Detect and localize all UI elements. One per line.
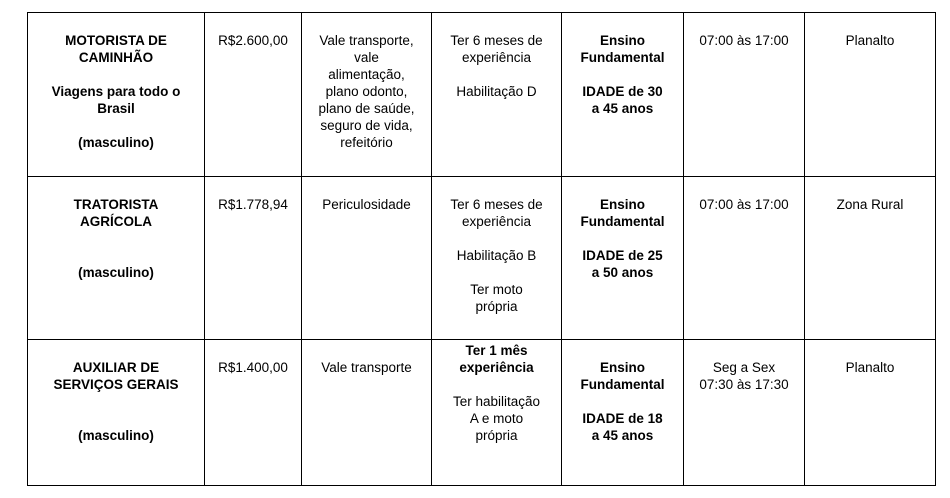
location-cell — [805, 340, 936, 486]
requirement-line: experiência — [461, 214, 532, 229]
job-title-line: MOTORISTA DE — [65, 33, 167, 48]
schedule-line: 07:30 às 17:30 — [699, 377, 789, 392]
education-line: Fundamental — [580, 50, 665, 65]
spacer — [566, 66, 679, 83]
education-cell — [562, 340, 684, 486]
job-title-cell — [28, 13, 205, 177]
benefit-line: Periculosidade — [322, 197, 411, 212]
requirement-line: própria — [475, 299, 518, 314]
education-cell — [562, 177, 684, 340]
benefits-cell — [302, 177, 432, 340]
job-gender: (masculino) — [78, 135, 154, 150]
benefit-line: Vale transporte — [321, 360, 412, 375]
benefit-line: seguro de vida, — [320, 118, 413, 133]
job-gender: (masculino) — [78, 265, 154, 280]
education-line: Ensino — [599, 360, 645, 375]
requirements-cell — [432, 340, 562, 486]
location-value: Planalto — [845, 33, 895, 48]
benefit-line: plano odonto, — [325, 84, 408, 99]
requirement-line: Habilitação D — [456, 84, 537, 99]
spacer — [32, 230, 200, 247]
job-title-line: CAMINHÃO — [78, 50, 154, 65]
salary-cell — [205, 340, 302, 486]
job-title-line: TRATORISTA — [73, 197, 159, 212]
age-range-line: a 45 anos — [591, 428, 654, 443]
job-title-line: AGRÍCOLA — [80, 214, 152, 229]
requirement-line: Ter 1 mês — [465, 343, 528, 358]
table-row — [28, 340, 936, 486]
requirement-line: própria — [475, 428, 518, 443]
location-value: Planalto — [845, 360, 895, 375]
education-line: Fundamental — [580, 214, 665, 229]
spacer — [32, 66, 200, 83]
education-line: Ensino — [599, 197, 645, 212]
requirement-line: Ter habilitação — [452, 394, 541, 409]
salary-cell — [205, 13, 302, 177]
requirement-line: Ter 6 meses de — [450, 197, 543, 212]
job-gender: (masculino) — [78, 428, 154, 443]
job-title-cell — [28, 340, 205, 486]
salary-cell — [205, 177, 302, 340]
requirement-line: Habilitação B — [456, 248, 537, 263]
benefit-line: refeitório — [340, 135, 393, 150]
schedule-line: 07:00 às 17:00 — [699, 33, 789, 48]
spacer — [566, 393, 679, 410]
age-range-line: a 50 anos — [591, 265, 654, 280]
spacer — [436, 376, 557, 393]
benefit-line: plano de saúde, — [318, 101, 415, 116]
spacer — [566, 230, 679, 247]
benefits-cell — [302, 13, 432, 177]
location-cell — [805, 13, 936, 177]
job-title-cell — [28, 177, 205, 340]
age-range-line: IDADE de 30 — [582, 84, 663, 99]
requirement-line: Ter moto — [470, 282, 523, 297]
table-row — [28, 13, 936, 177]
spacer — [32, 247, 200, 264]
benefits-cell — [302, 340, 432, 486]
benefit-line: alimentação, — [328, 67, 405, 82]
requirement-line: Ter 6 meses de — [450, 33, 543, 48]
requirement-line: experiência — [459, 360, 534, 375]
spacer — [436, 230, 557, 247]
job-note-line: Brasil — [97, 101, 135, 116]
age-range-line: IDADE de 25 — [582, 248, 663, 263]
job-title-line: AUXILIAR DE — [72, 360, 160, 375]
spacer — [32, 393, 200, 410]
schedule-line: 07:00 às 17:00 — [699, 197, 789, 212]
benefit-line: vale — [354, 50, 379, 65]
schedule-line: Seg a Sex — [712, 360, 776, 375]
salary-value: R$1.778,94 — [218, 197, 288, 212]
table-row — [28, 177, 936, 340]
age-range-line: IDADE de 18 — [582, 411, 663, 426]
benefit-line: Vale transporte, — [319, 33, 414, 48]
schedule-cell — [684, 177, 805, 340]
spacer — [436, 66, 557, 83]
education-line: Ensino — [599, 33, 645, 48]
job-note-line: Viagens para todo o — [51, 84, 181, 99]
spacer — [32, 117, 200, 134]
requirements-cell — [432, 177, 562, 340]
education-cell — [562, 13, 684, 177]
spacer — [32, 410, 200, 427]
requirement-line: A e moto — [469, 411, 524, 426]
requirement-line: experiência — [461, 50, 532, 65]
location-cell — [805, 177, 936, 340]
education-line: Fundamental — [580, 377, 665, 392]
schedule-cell — [684, 13, 805, 177]
age-range-line: a 45 anos — [591, 101, 654, 116]
salary-value: R$1.400,00 — [218, 360, 288, 375]
spacer — [436, 264, 557, 281]
job-title-line: SERVIÇOS GERAIS — [53, 377, 179, 392]
job-vacancies-table — [27, 12, 936, 486]
location-value: Zona Rural — [836, 197, 904, 212]
table-body — [28, 13, 936, 486]
salary-value: R$2.600,00 — [218, 33, 288, 48]
schedule-cell — [684, 340, 805, 486]
requirements-cell — [432, 13, 562, 177]
